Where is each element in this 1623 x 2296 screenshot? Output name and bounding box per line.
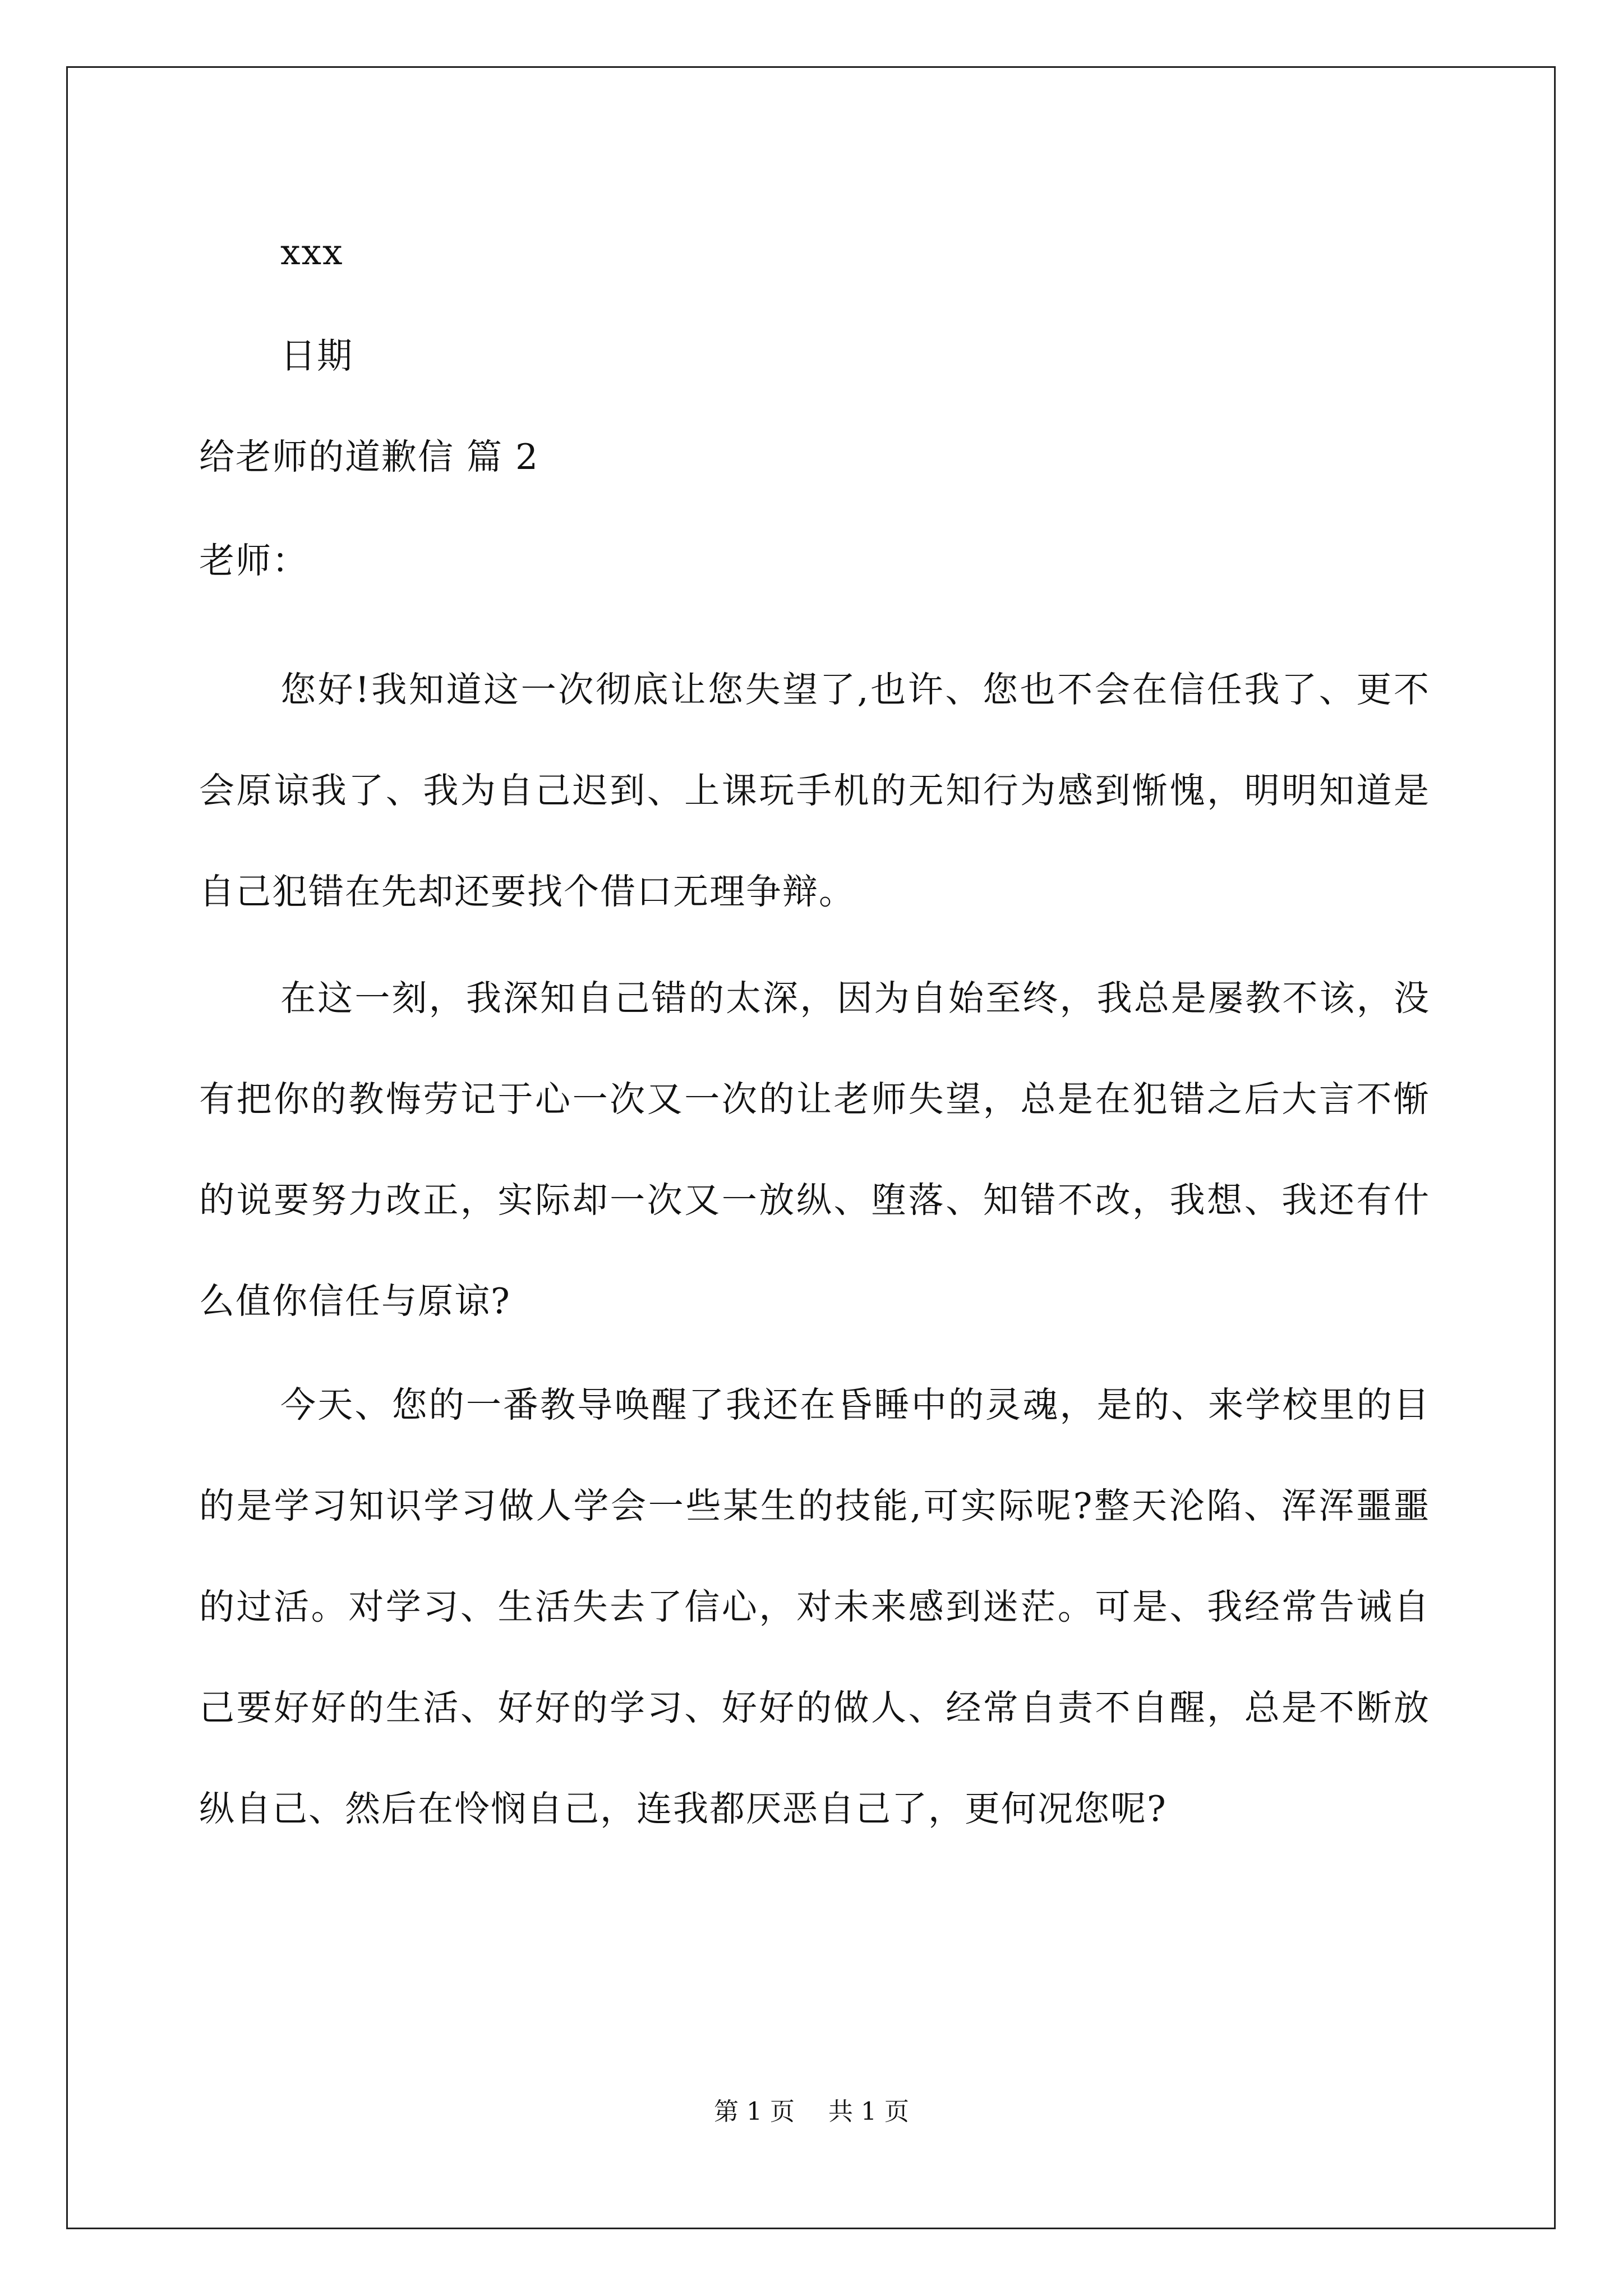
signature: xxx [280,232,344,273]
page-footer [0,2095,1623,2129]
paragraph-3: 今天、您的一番教导唤醒了我还在昏睡中的灵魂，是的、来学校里的目的是学习知识学习做人学会一些某生的技能,可实际呢?整天沦陷、浑浑噩噩的过活。对学习、生活失去了信心，对未来感到迷茫。可是、我经常告诫自己要好好的生活、好好的学习、好好的做人、经常自责不自醒，总是不断放纵自己、然后在怜悯自己，连我都厌恶自己了，更何况您呢? [199,1384,1430,1829]
paragraph-2: 在这一刻，我深知自己错的太深，因为自始至终，我总是屡教不该，没有把你的教悔劳记于心一次又一次的让老师失望，总是在犯错之后大言不惭的说要努力改正，实际却一次又一放纵、堕落、知错不改，我想、我还有什么值你信任与原谅? [199,978,1430,1322]
section-title: 给老师的道歉信 篇 2 [199,436,540,477]
salutation: 老师： [199,540,308,581]
page-number: 第 1 页 [714,2097,795,2126]
page-total: 共 1 页 [828,2097,909,2126]
paragraph-1: 您好!我知道这一次彻底让您失望了,也许、您也不会在信任我了、更不会原谅我了、我为自己迟到、上课玩手机的无知行为感到惭愧，明明知道是自己犯错在先却还要找个借口无理争辩。 [199,669,1430,912]
date-line: 日期 [280,335,353,376]
